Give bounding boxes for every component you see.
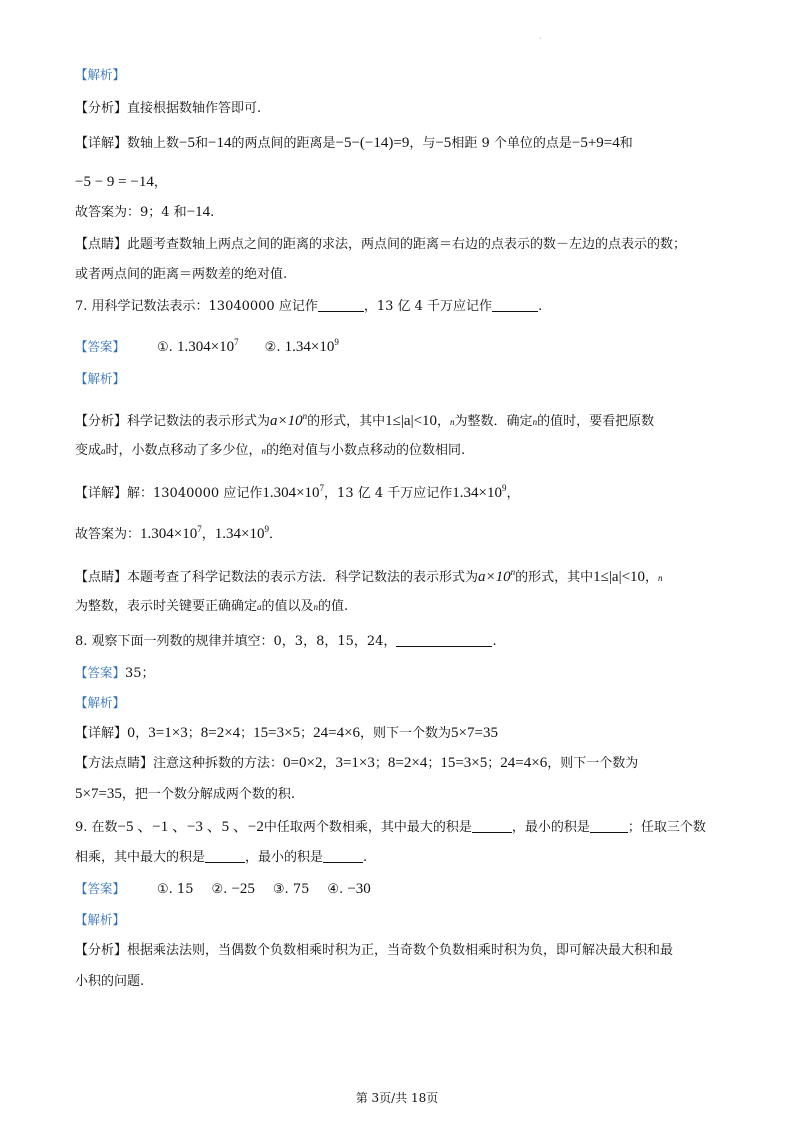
fenxi-text: 直接根据数轴作答即可. bbox=[127, 101, 262, 116]
text: ，13 亿 4 千万应记作 bbox=[363, 299, 493, 314]
answer-value: −30 bbox=[347, 881, 371, 897]
text: 和 bbox=[619, 136, 633, 151]
math: 8=2×4 bbox=[200, 725, 241, 741]
daan-tag: 【答案】 bbox=[75, 665, 126, 680]
text: ，把一个数分解成两个数的积. bbox=[121, 787, 296, 802]
answer-blank bbox=[318, 298, 364, 312]
q6-dianjing-line-2 bbox=[75, 266, 287, 284]
q8-answer-line bbox=[75, 664, 155, 683]
math-exp: 9 bbox=[334, 337, 339, 347]
q8-xiangjie-line bbox=[75, 724, 498, 743]
q6-jiexi-line bbox=[75, 66, 125, 85]
text: 本题考查了科学记数法的表示方法．科学记数法的表示形式为 bbox=[127, 570, 479, 585]
math-var: a bbox=[101, 446, 106, 456]
daan-tag: 【答案】 bbox=[75, 881, 126, 896]
fenxi-tag: 【分析】 bbox=[75, 101, 128, 116]
text: 9. 在数 bbox=[75, 820, 118, 835]
text: 的形式，其中 bbox=[515, 570, 594, 585]
xiangjie-tag: 【详解】 bbox=[75, 726, 128, 741]
text: 故答案为： bbox=[75, 527, 141, 542]
text: ， bbox=[437, 414, 451, 429]
text: 故答案为：9；4 和 bbox=[75, 205, 187, 220]
text: 的值. bbox=[318, 599, 349, 614]
text: 7. 用科学记数法表示：13040000 应记作 bbox=[75, 299, 318, 314]
q7-stem bbox=[75, 298, 542, 316]
q8-fangfa-line-1 bbox=[75, 754, 638, 773]
math-exp: 9 bbox=[501, 483, 507, 493]
q6-dianjing-line-1 bbox=[75, 236, 686, 254]
math-var: a bbox=[257, 602, 262, 612]
math: −5 bbox=[435, 135, 452, 151]
text: ； bbox=[187, 726, 201, 741]
math-exp: 7 bbox=[197, 524, 202, 534]
page-footer: 第 3页/共 18页 bbox=[355, 1091, 439, 1105]
answer-value: −25 bbox=[231, 881, 255, 897]
text: 0， bbox=[127, 726, 149, 741]
q9-answer-line bbox=[75, 880, 371, 899]
text: ，最小的积是 bbox=[245, 850, 324, 865]
q9-fenxi-line-1 bbox=[75, 942, 673, 960]
text: ①. bbox=[157, 340, 173, 355]
answer-blank bbox=[205, 849, 245, 863]
jiexi-tag: 【解析】 bbox=[75, 912, 126, 927]
text: ， bbox=[153, 175, 167, 190]
xiangjie-tag: 【详解】 bbox=[75, 486, 128, 501]
math bbox=[262, 485, 324, 501]
q6-answer-line bbox=[75, 203, 214, 222]
text: ④. bbox=[327, 882, 344, 897]
text: ， bbox=[506, 486, 520, 501]
math: −5 − 9 = −14 bbox=[75, 174, 154, 190]
jiexi-tag: 【解析】 bbox=[75, 371, 126, 386]
math-var: n bbox=[658, 573, 663, 583]
math: 5×7=35 bbox=[451, 725, 498, 741]
q8-stem bbox=[75, 633, 497, 651]
text: 此题考查数轴上两点之间的距离的求法，两点间的距离＝右边的点表示的数－左边的点表示的数； bbox=[127, 237, 687, 252]
math bbox=[452, 485, 506, 501]
math bbox=[215, 526, 269, 542]
text: ①. bbox=[157, 882, 173, 897]
q9-jiexi-line bbox=[75, 911, 125, 930]
q9-fenxi-line-2 bbox=[75, 973, 144, 991]
math-var: n bbox=[532, 417, 538, 427]
text: 时，小数点移动了多少位， bbox=[105, 443, 262, 458]
text: ，最小的积是 bbox=[511, 820, 590, 835]
dianjing-tag: 【点睛】 bbox=[75, 237, 128, 252]
text: ，与 bbox=[409, 136, 436, 151]
math-exp: 7 bbox=[234, 337, 239, 347]
math-base: 1.34×10 bbox=[284, 339, 335, 355]
text: ，则下一个数为 bbox=[360, 726, 452, 741]
text: . bbox=[492, 634, 497, 649]
scan-dot: · bbox=[539, 34, 542, 43]
text: 的两点间的距离是 bbox=[231, 136, 336, 151]
q7-answer-summary bbox=[75, 520, 282, 544]
text: 中任取两个数相乘，其中最大的积是 bbox=[263, 820, 472, 835]
fenxi-tag: 【分析】 bbox=[75, 414, 128, 429]
q6-xiangjie-line-1 bbox=[75, 134, 633, 153]
text: 为整数，表示时关键要正确确定 bbox=[75, 599, 258, 614]
q8-jiexi-line bbox=[75, 694, 125, 713]
math-exp: 7 bbox=[319, 483, 325, 493]
text: 的绝对值与小数点移动的位数相同. bbox=[266, 443, 466, 458]
math-base: 1.304×10 bbox=[176, 339, 235, 355]
text: 数轴上数 bbox=[127, 136, 180, 151]
text: 的形式，其中 bbox=[307, 414, 386, 429]
text: ； bbox=[374, 756, 388, 771]
answer-blank bbox=[492, 298, 538, 312]
math bbox=[270, 413, 307, 429]
math: 15=3×5 bbox=[253, 725, 301, 741]
text: 和 bbox=[195, 136, 209, 151]
math-exp: n bbox=[510, 567, 516, 577]
fangfa-tag: 【方法点睛】 bbox=[75, 756, 154, 771]
text: 35； bbox=[125, 666, 155, 681]
math: 15=3×5 bbox=[440, 755, 488, 771]
jiexi-tag: 【解析】 bbox=[75, 67, 126, 82]
text: ； bbox=[427, 756, 441, 771]
q7-fenxi-line-1 bbox=[75, 407, 654, 431]
fenxi-tag: 【分析】 bbox=[75, 943, 128, 958]
answer-blank bbox=[396, 633, 492, 647]
math: 24=4×6 bbox=[313, 725, 361, 741]
text: 8. 观察下面一列数的规律并填空：0，3，8，15，24， bbox=[75, 634, 397, 649]
math: −5+9=4 bbox=[571, 135, 620, 151]
text: 解：13040000 应记作 bbox=[127, 486, 263, 501]
text: 或者两点间的距离＝两数差的绝对值. bbox=[75, 267, 288, 282]
answer-value: 15 bbox=[176, 882, 194, 897]
text: ． bbox=[268, 527, 282, 542]
q8-fangfa-line-2 bbox=[75, 785, 295, 804]
math bbox=[285, 339, 339, 355]
q7-dianjing-line-1 bbox=[75, 563, 663, 587]
text: ， bbox=[322, 756, 336, 771]
text: 的值以及 bbox=[261, 599, 314, 614]
text: ；任取三个数 bbox=[627, 820, 706, 835]
text: ②. bbox=[264, 340, 281, 355]
q7-answer-line bbox=[75, 333, 339, 357]
answer-blank bbox=[323, 849, 363, 863]
math-base: a×10 bbox=[478, 569, 511, 585]
text: ②. bbox=[211, 882, 228, 897]
text: 为整数．确定 bbox=[454, 414, 533, 429]
math-var: n bbox=[261, 446, 267, 456]
math: −5−(−14)=9 bbox=[335, 135, 410, 151]
text: ， bbox=[201, 527, 215, 542]
text: 根据乘法法则，当偶数个负数相乘时积为正，当奇数个负数相乘时积为负，即可解决最大积和最 bbox=[127, 943, 674, 958]
text: 的值时，要看把原数 bbox=[537, 414, 655, 429]
q6-xiangjie-line-2 bbox=[75, 173, 167, 192]
math-exp: n bbox=[302, 411, 308, 421]
math bbox=[140, 526, 202, 542]
q6-fenxi-line bbox=[75, 100, 261, 118]
math: 3=1×3 bbox=[335, 755, 375, 771]
math-exp: 9 bbox=[264, 524, 269, 534]
answer-blank bbox=[590, 819, 628, 833]
math: 1≤|a|<10 bbox=[385, 413, 438, 429]
jiexi-tag: 【解析】 bbox=[75, 695, 126, 710]
text: 小积的问题. bbox=[75, 974, 145, 989]
text: 相乘，其中最大的积是 bbox=[75, 850, 206, 865]
math-base: 1.304×10 bbox=[262, 485, 320, 501]
math: 0=0×2 bbox=[283, 755, 323, 771]
math: 5×7=35 bbox=[75, 786, 122, 802]
math: −14 bbox=[208, 135, 232, 151]
math: 8=2×4 bbox=[387, 755, 428, 771]
math: 24=4×6 bbox=[500, 755, 548, 771]
math: −14 bbox=[186, 204, 211, 220]
text: ， bbox=[645, 570, 659, 585]
text: 变成 bbox=[75, 443, 102, 458]
text: ； bbox=[487, 756, 501, 771]
math: −5 、−1 、−3 、5 、−2 bbox=[117, 819, 264, 835]
answer-value: 75 bbox=[292, 882, 310, 897]
math: 3=1×3 bbox=[148, 725, 188, 741]
math: 1≤|a|<10 bbox=[593, 569, 646, 585]
q7-jiexi-line bbox=[75, 370, 125, 389]
xiangjie-tag: 【详解】 bbox=[75, 136, 128, 151]
text: . bbox=[363, 850, 368, 865]
text: . bbox=[210, 205, 215, 220]
text: ； bbox=[300, 726, 314, 741]
math: −5 bbox=[179, 135, 195, 151]
text: ，则下一个数为 bbox=[547, 756, 639, 771]
daan-tag: 【答案】 bbox=[75, 339, 126, 354]
text: ； bbox=[240, 726, 254, 741]
q9-stem-line-1 bbox=[75, 818, 706, 837]
q7-fenxi-line-2 bbox=[75, 442, 465, 460]
text: 注意这种拆数的方法： bbox=[153, 756, 284, 771]
q7-xiangjie-line bbox=[75, 479, 520, 503]
math-var: n bbox=[313, 602, 319, 612]
dianjing-tag: 【点睛】 bbox=[75, 570, 128, 585]
answer-blank bbox=[472, 819, 512, 833]
text: ，13 亿 4 千万应记作 bbox=[324, 486, 453, 501]
math bbox=[478, 569, 515, 585]
math-base: 1.34×10 bbox=[452, 485, 502, 501]
text: ③. bbox=[272, 882, 289, 897]
q7-dianjing-line-2 bbox=[75, 598, 348, 616]
math bbox=[177, 339, 239, 355]
text: . bbox=[538, 299, 543, 314]
math-base: 1.34×10 bbox=[214, 526, 265, 542]
text: 科学记数法的表示形式为 bbox=[127, 414, 271, 429]
math-base: 1.304×10 bbox=[140, 526, 198, 542]
text: 相距 9 个单位的点是 bbox=[451, 136, 572, 151]
math-base: a×10 bbox=[270, 413, 303, 429]
math-var: n bbox=[450, 417, 455, 427]
q9-stem-line-2 bbox=[75, 849, 367, 867]
